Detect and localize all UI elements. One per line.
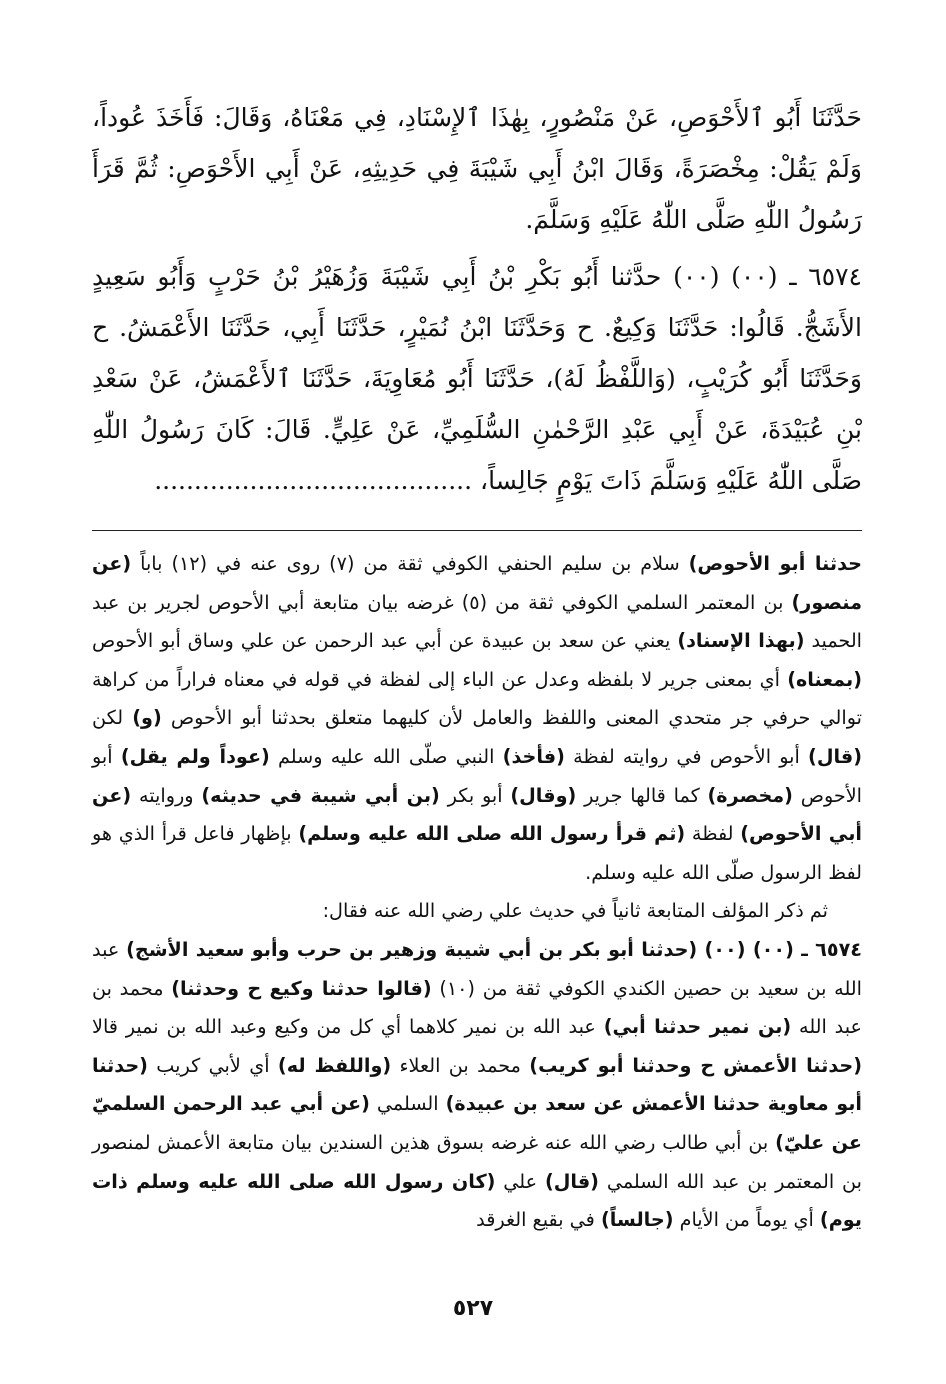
commentary-bold: (قالوا حدثنا وكيع ح وحدثنا) [171, 976, 432, 1000]
commentary-bold: حدثنا أبو الأحوص) [688, 552, 862, 575]
commentary-bold: (واللفظ له) [277, 1053, 392, 1077]
commentary-bold: (مخصرة) [707, 783, 793, 807]
commentary-text-run: محمد بن العلاء [391, 1053, 530, 1077]
commentary-text-run: السلمي [369, 1092, 446, 1116]
hadith-paragraph-2-text: حدَّثنا أَبُو بَكْرِ بْنُ أَبِي شَيْبَةَ وَزُهَيْرُ بْنُ حَرْبٍ وَأَبُو سَعِيدٍ الأَشَجُّ. قَالُوا: حَدَّثَنَا وَكِيعٌ. ح وَحَدَّثَنَا ابْنُ نُمَيْرٍ، حَدَّثَنَا أَبِي، حَدَّثَنَا الأَعْمَشُ. ح وَحَدَّثَنَا أَبُو كُرَيْبٍ، (وَاللَّفْظُ لَهُ)، حَدَّثَنَا أَبُو مُعَاوِيَةَ، حَدَّثَنَا ٱلأَعْمَشُ، عَنْ سَعْدِ بْنِ عُبَيْدَةَ، عَنْ أَبِي عَبْدِ الرَّحْمٰنِ السُّلَمِيِّ، عَنْ عَلِيٍّ. قَالَ: كَانَ رَسُولُ اللّٰهِ صَلَّى اللّٰهُ عَلَيْهِ وَسَلَّمَ ذَاتَ يَوْمٍ جَالِساً، [92, 262, 862, 495]
commentary-text-run: لفظة [685, 822, 741, 846]
commentary-text-run: لكن [92, 706, 133, 730]
commentary-text-run: علي [495, 1169, 545, 1193]
commentary-bold: (حدثنا الأعمش ح وحدثنا أبو كريب) [529, 1053, 862, 1077]
commentary-text-run: أي بمعنى جرير لا بلفظه وعدل عن الباء إلى لفظة في قوله في معناه فراراً من كراهة توالي حرفي جر متحدي المعنى واللفظ والعامل لأن كليهما متعلق بحدثنا أبو الأحوص [92, 667, 862, 730]
commentary-text-run: أي لأبي كريب [147, 1053, 278, 1077]
commentary-paragraph-3 [92, 931, 862, 1240]
footnote-divider [92, 530, 862, 531]
commentary-bold: (ثم قرأ رسول الله صلى الله عليه وسلم) [298, 822, 686, 846]
commentary-bold: (بن نمير حدثنا أبي) [603, 1015, 792, 1039]
commentary-bold: (قال) [808, 744, 863, 768]
commentary-paragraph-1 [92, 545, 862, 892]
commentary-text-run: سلام بن سليم الحنفي الكوفي ثقة من (٧) روى عنه في (١٢) باباً [131, 552, 689, 575]
commentary-text-run: عبد الله بن سعيد بن حصين الكندي الكوفي ثقة من (١٠) [92, 937, 862, 1000]
commentary-bold: (جالساً) [600, 1208, 674, 1232]
commentary-bold: (بهذا الإسناد) [677, 629, 805, 653]
commentary-text-run: أبو الأحوص في روايته لفظة [564, 744, 809, 768]
commentary-bold: (قال) [544, 1169, 599, 1193]
commentary-text [92, 545, 862, 1240]
hadith-paragraph-2 [92, 251, 862, 506]
hadith-text [92, 92, 862, 506]
commentary-paragraph-2: ثم ذكر المؤلف المتابعة ثانياً في حديث علي رضي الله عنه فقال: [322, 899, 828, 923]
commentary-text-run: يعني عن سعد بن عبيدة عن أبي عبد الرحمن عن علي وساق أبو الأحوص [92, 629, 678, 653]
commentary-bold: (عن أبي الأحوص) [92, 783, 862, 846]
hadith-paragraph-1: حَدَّثَنَا أَبُو ٱلأَحْوَصِ، عَنْ مَنْصُورٍ، بِهٰذَا ٱلإِسْنَادِ، فِي مَعْنَاهُ، وَقَالَ: فَأَخَذَ عُوداً، وَلَمْ يَقُلْ: مِخْصَرَةً، وَقَالَ ابْنُ أَبِي شَيْبَةَ فِي حَدِيثِهِ، عَنْ أَبِي الأَحْوَصِ: ثُمَّ قَرَأَ رَسُولُ اللّٰهِ صَلَّى اللّٰهُ عَلَيْهِ وَسَلَّمَ. [92, 103, 862, 234]
commentary-bold: (بن أبي شيبة في حديثه) [201, 783, 440, 807]
commentary-text-run: أي يوماً من الأيام [673, 1208, 820, 1232]
commentary-text-run: بن المعتمر السلمي الكوفي ثقة من (٥) غرضه بيان متابعة أبي الأحوص لجرير بن عبد الحميد [92, 590, 862, 653]
commentary-bold: (وقال) [510, 783, 577, 807]
commentary-bold: (حدثنا أبو معاوية حدثنا الأعمش عن سعد بن عبيدة) [92, 1053, 863, 1116]
continuation-dots: ........................................ [154, 466, 473, 495]
commentary-bold: (عن أبي عبد الرحمن السلميّ عن عليّ) [92, 1092, 862, 1154]
commentary-bold: (و) [132, 706, 162, 730]
commentary-text-run: كما قالها جرير [576, 783, 708, 807]
commentary-text-run: بإظهار فاعل قرأ الذي هو لفظ الرسول صلّى الله عليه وسلم. [92, 822, 862, 884]
commentary-bold: ٦٥٧٤ ـ (٠٠) (٠٠) (حدثنا أبو بكر بن أبي شيبة وزهير بن حرب وأبو سعيد الأشج) [126, 937, 862, 961]
page-number: ٥٢٧ [452, 1296, 494, 1321]
commentary-text-run: محمد بن عبد الله [92, 976, 862, 1039]
commentary-text-run: وروايته [131, 783, 202, 807]
commentary-text-run: في بقيع الغرقد [476, 1208, 601, 1232]
commentary-bold: (كان رسول الله صلى الله عليه وسلم ذات يوم) [92, 1169, 862, 1232]
commentary-bold: (عن منصور) [92, 552, 862, 614]
commentary-text-run: النبي صلّى الله عليه وسلم [269, 744, 503, 768]
commentary-bold: (بمعناه) [787, 667, 862, 691]
commentary-text-run: بن أبي طالب رضي الله عنه غرضه بسوق هذين السندين بيان متابعة الأعمش لمنصور بن المعتمر بن عبد الله السلمي [92, 1130, 862, 1193]
commentary-text-run: أبو بكر [439, 783, 511, 807]
commentary-text-run: عبد الله بن نمير كلاهما أي كل من وكيع وعبد الله بن نمير قالا [92, 1015, 604, 1039]
commentary-bold: (فأخذ) [502, 744, 565, 768]
commentary-bold: (عوداً ولم يقل) [120, 744, 270, 768]
hadith-number: ٦٥٧٤ ـ (٠٠) (٠٠) [673, 262, 862, 291]
page-content [92, 92, 862, 1240]
commentary-text-run: أبو الأحوص [92, 744, 863, 807]
